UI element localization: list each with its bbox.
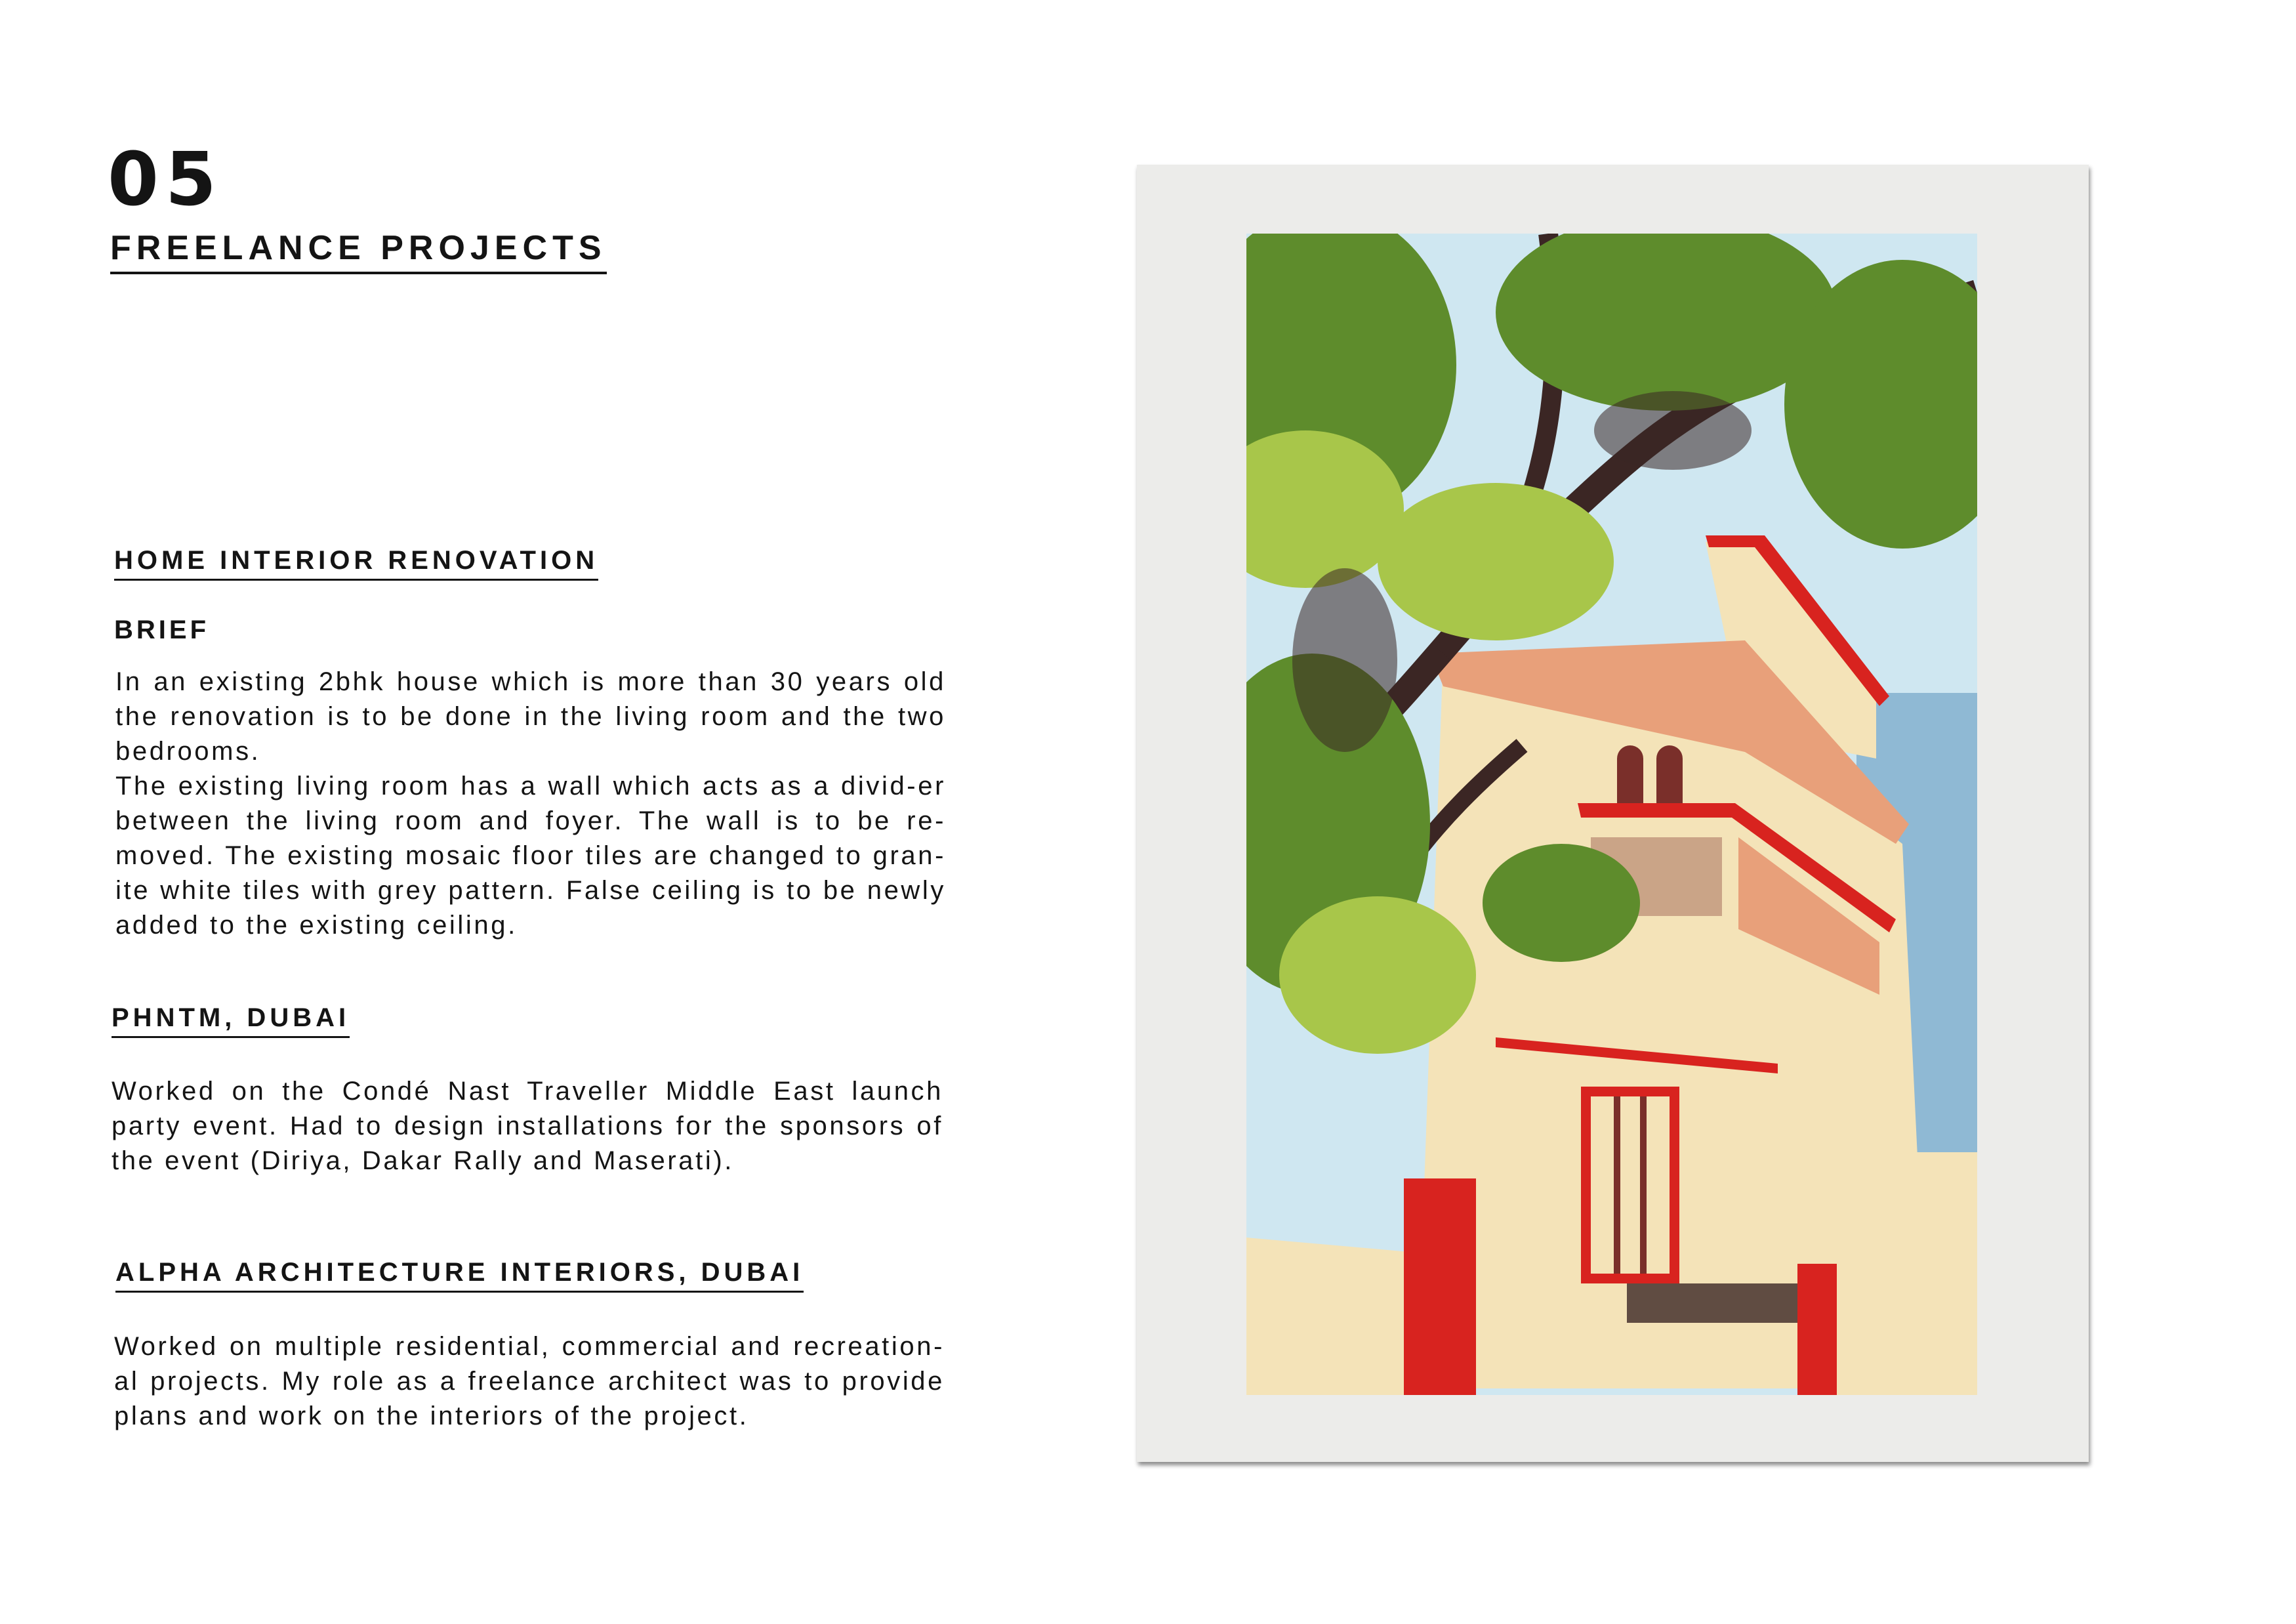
project-heading-home-interior: HOME INTERIOR RENOVATION xyxy=(114,547,598,581)
project-description-phntm xyxy=(112,1074,943,1178)
gate-pillar-left xyxy=(1404,1178,1476,1395)
foliage-cluster xyxy=(1378,483,1614,640)
description-paragraph: Worked on multiple residential, commercial and recreation-al projects. My role as a freelance architect was to provide plans and work on the interiors of the project. xyxy=(114,1332,945,1430)
foliage-cluster xyxy=(1483,844,1640,962)
description-paragraph: In an existing 2bhk house which is more than 30 years old the renovation is to be done in the living room and the two bedrooms. xyxy=(115,667,946,766)
section-title: FREELANCE PROJECTS xyxy=(110,231,607,274)
foliage-cluster xyxy=(1279,896,1476,1054)
project-description-home-interior xyxy=(115,665,946,943)
house-painting xyxy=(1246,234,1977,1395)
gate-grille xyxy=(1627,1283,1797,1323)
project-heading-phntm: PHNTM, DUBAI xyxy=(112,1005,350,1038)
house-painting-svg xyxy=(1246,234,1977,1395)
project-heading-alpha-architecture: ALPHA ARCHITECTURE INTERIORS, DUBAI xyxy=(115,1259,804,1293)
project-description-alpha-architecture xyxy=(114,1329,945,1434)
right-wall xyxy=(1837,1152,1977,1395)
section-number: 05 xyxy=(108,137,223,222)
description-paragraph: Worked on the Condé Nast Traveller Middle East launch party event. Had to design installations for the sponsors of the event (Diriya, Dakar Rally and Maserati). xyxy=(112,1077,943,1175)
brief-label: BRIEF xyxy=(114,615,209,644)
description-paragraph: The existing living room has a wall which acts as a divid-er between the living room and foyer. The wall is to be re-moved. The existing mosaic floor tiles are changed to gran-ite white tiles with grey pattern. False ceiling is to be newly added to the existing ceiling. xyxy=(115,772,946,940)
foliage-shadow xyxy=(1292,568,1397,752)
foliage-shadow xyxy=(1594,391,1752,470)
door-glass xyxy=(1591,1096,1670,1274)
